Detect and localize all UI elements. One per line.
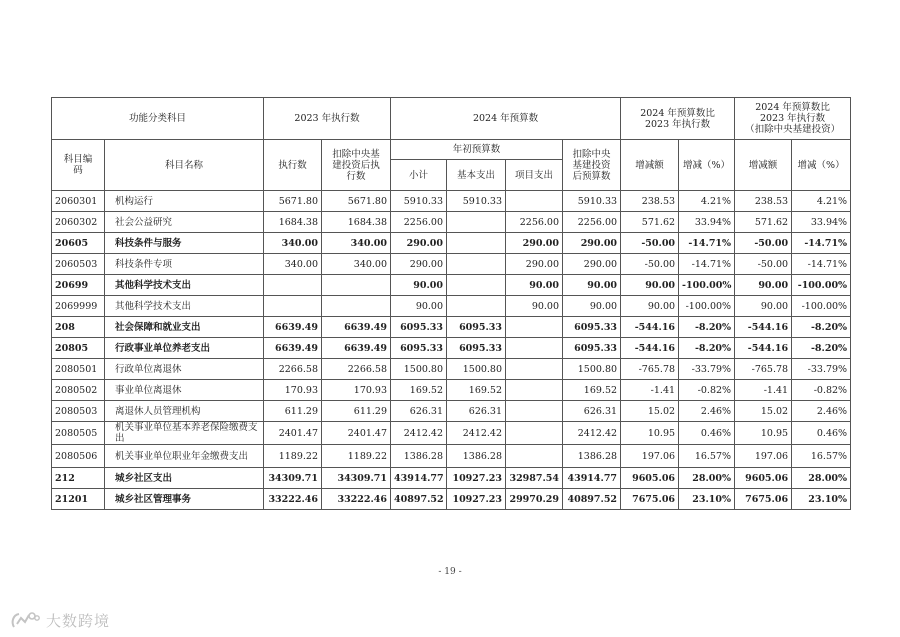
row-value: 33.94% (679, 212, 735, 233)
row-name: 城乡社区管理事务 (105, 489, 264, 510)
row-value: -14.71% (679, 254, 735, 275)
table-row (52, 296, 851, 317)
row-name: 离退休人员管理机构 (105, 401, 264, 422)
row-code: 2080502 (52, 380, 105, 401)
row-value: 238.53 (735, 191, 792, 212)
row-value: -0.82% (792, 380, 851, 401)
row-value: 5910.33 (563, 191, 621, 212)
row-name: 机关事业单位基本养老保险缴费支出 (105, 422, 264, 445)
row-name: 城乡社区支出 (105, 468, 264, 489)
row-code: 2060503 (52, 254, 105, 275)
row-value: 16.57% (792, 445, 851, 468)
row-code: 2080506 (52, 445, 105, 468)
row-value: 290.00 (391, 233, 447, 254)
row-value: 611.29 (322, 401, 391, 422)
row-code: 212 (52, 468, 105, 489)
table-row (52, 445, 851, 468)
row-value (322, 296, 391, 317)
row-value: -544.16 (621, 338, 679, 359)
row-value: 4.21% (792, 191, 851, 212)
row-value: 1189.22 (322, 445, 391, 468)
header-exec: 执行数 (264, 140, 322, 191)
header-basic: 基本支出 (447, 160, 506, 191)
row-value: -50.00 (621, 233, 679, 254)
table-row (52, 338, 851, 359)
row-value: 90.00 (621, 296, 679, 317)
row-value: 6639.49 (264, 338, 322, 359)
header-func-class: 功能分类科目 (52, 98, 264, 140)
row-value: 32987.54 (506, 468, 563, 489)
row-code: 2060301 (52, 191, 105, 212)
row-value: -8.20% (679, 317, 735, 338)
row-name: 机构运行 (105, 191, 264, 212)
row-value: 626.31 (563, 401, 621, 422)
row-value: 90.00 (735, 275, 792, 296)
row-value: -1.41 (735, 380, 792, 401)
row-value: 170.93 (264, 380, 322, 401)
row-value: -14.71% (792, 233, 851, 254)
row-value: 2256.00 (391, 212, 447, 233)
row-value: 611.29 (264, 401, 322, 422)
row-code: 208 (52, 317, 105, 338)
row-value: -100.00% (679, 275, 735, 296)
row-code: 20805 (52, 338, 105, 359)
page-number: - 19 - (438, 567, 462, 577)
row-value (447, 275, 506, 296)
row-value: -100.00% (792, 275, 851, 296)
row-value: 6095.33 (391, 338, 447, 359)
row-value: -1.41 (621, 380, 679, 401)
row-value: 1684.38 (322, 212, 391, 233)
row-value: 1684.38 (264, 212, 322, 233)
row-code: 2080503 (52, 401, 105, 422)
row-value: 9605.06 (621, 468, 679, 489)
row-value: 2412.42 (447, 422, 506, 445)
table-row (52, 380, 851, 401)
row-value: 6639.49 (322, 317, 391, 338)
row-value: 169.52 (563, 380, 621, 401)
row-value: 6095.33 (391, 317, 447, 338)
row-value: -14.71% (679, 233, 735, 254)
table-row (52, 233, 851, 254)
header-initial-budget: 年初预算数 (391, 140, 563, 160)
row-value: 16.57% (679, 445, 735, 468)
row-value (506, 445, 563, 468)
row-value: -8.20% (792, 338, 851, 359)
row-value: 169.52 (447, 380, 506, 401)
row-code: 20605 (52, 233, 105, 254)
row-value: -33.79% (679, 359, 735, 380)
row-value: 0.46% (679, 422, 735, 445)
row-value: 2256.00 (506, 212, 563, 233)
row-value: 340.00 (322, 233, 391, 254)
table-row (52, 422, 851, 445)
header-name: 科目名称 (105, 140, 264, 191)
row-value: -100.00% (679, 296, 735, 317)
row-value: 43914.77 (563, 468, 621, 489)
row-code: 2069999 (52, 296, 105, 317)
row-value: 169.52 (391, 380, 447, 401)
header-inc-amt-1: 增减额 (621, 140, 679, 191)
row-value: 1500.80 (391, 359, 447, 380)
row-value: 626.31 (391, 401, 447, 422)
row-name: 社会保障和就业支出 (105, 317, 264, 338)
row-value: 15.02 (621, 401, 679, 422)
row-value: 40897.52 (563, 489, 621, 510)
row-value: 1386.28 (563, 445, 621, 468)
table-row (52, 359, 851, 380)
row-name: 社会公益研究 (105, 212, 264, 233)
row-value: 290.00 (506, 254, 563, 275)
row-value: 90.00 (391, 296, 447, 317)
row-value: 33222.46 (264, 489, 322, 510)
table-row (52, 254, 851, 275)
row-value (506, 359, 563, 380)
row-value: -765.78 (621, 359, 679, 380)
row-value: 2.46% (792, 401, 851, 422)
watermark (10, 607, 110, 633)
row-value: 170.93 (322, 380, 391, 401)
header-excl-budget: 扣除中央 基建投资 后预算数 (563, 140, 621, 191)
row-value: 90.00 (735, 296, 792, 317)
row-name: 行政单位离退休 (105, 359, 264, 380)
row-value: 23.10% (792, 489, 851, 510)
watermark-text: 大数跨境 (46, 611, 111, 630)
row-value: 28.00% (679, 468, 735, 489)
row-value: 6095.33 (563, 317, 621, 338)
row-value: 5910.33 (447, 191, 506, 212)
row-value: 2401.47 (264, 422, 322, 445)
row-value: 90.00 (391, 275, 447, 296)
row-value: 6095.33 (563, 338, 621, 359)
row-value: 15.02 (735, 401, 792, 422)
row-value: 5671.80 (264, 191, 322, 212)
row-value (447, 212, 506, 233)
table-row (52, 489, 851, 510)
header-project: 项目支出 (506, 160, 563, 191)
row-value: 90.00 (563, 275, 621, 296)
row-value: 290.00 (563, 233, 621, 254)
row-code: 2080501 (52, 359, 105, 380)
table-row (52, 191, 851, 212)
row-value: 33.94% (792, 212, 851, 233)
row-value: 2401.47 (322, 422, 391, 445)
table-row (52, 468, 851, 489)
row-value: 40897.52 (391, 489, 447, 510)
row-name: 机关事业单位职业年金缴费支出 (105, 445, 264, 468)
row-value (447, 254, 506, 275)
row-name: 科技条件专项 (105, 254, 264, 275)
row-value: 340.00 (264, 233, 322, 254)
row-value: 340.00 (322, 254, 391, 275)
row-value: 238.53 (621, 191, 679, 212)
row-value: -544.16 (621, 317, 679, 338)
row-value: 2.46% (679, 401, 735, 422)
row-value: 23.10% (679, 489, 735, 510)
row-value (506, 422, 563, 445)
row-value (264, 275, 322, 296)
header-inc-pct-1: 增减（%） (679, 140, 735, 191)
row-value: 9605.06 (735, 468, 792, 489)
row-value: 33222.46 (322, 489, 391, 510)
row-value: 7675.06 (621, 489, 679, 510)
row-value: 197.06 (621, 445, 679, 468)
row-value: 2412.42 (563, 422, 621, 445)
row-value: 7675.06 (735, 489, 792, 510)
header-subtotal: 小计 (391, 160, 447, 191)
row-value: 4.21% (679, 191, 735, 212)
row-name: 其他科学技术支出 (105, 296, 264, 317)
header-code: 科目编 码 (52, 140, 105, 191)
row-value: -8.20% (792, 317, 851, 338)
row-value: -50.00 (735, 233, 792, 254)
row-value: 1500.80 (447, 359, 506, 380)
row-value: 5671.80 (322, 191, 391, 212)
row-value (506, 191, 563, 212)
header-budget-2024: 2024 年预算数 (391, 98, 621, 140)
row-value: -50.00 (735, 254, 792, 275)
row-value: -33.79% (792, 359, 851, 380)
row-value: 28.00% (792, 468, 851, 489)
row-value (264, 296, 322, 317)
table-row (52, 401, 851, 422)
row-value: 34309.71 (322, 468, 391, 489)
row-value (506, 401, 563, 422)
row-value (447, 233, 506, 254)
row-value: 571.62 (735, 212, 792, 233)
row-value: 0.46% (792, 422, 851, 445)
header-exec-2023: 2023 年执行数 (264, 98, 391, 140)
row-code: 21201 (52, 489, 105, 510)
row-code: 2060302 (52, 212, 105, 233)
row-value: 6639.49 (322, 338, 391, 359)
header-compare-excl: 2024 年预算数比 2023 年执行数 （扣除中央基建投资） (735, 98, 851, 140)
row-value: 2412.42 (391, 422, 447, 445)
header-exec-excl: 扣除中央基 建投资后执 行数 (322, 140, 391, 191)
row-value: 1386.28 (447, 445, 506, 468)
row-value: -100.00% (792, 296, 851, 317)
row-code: 20699 (52, 275, 105, 296)
row-value: 571.62 (621, 212, 679, 233)
row-value: 2266.58 (264, 359, 322, 380)
row-value: -765.78 (735, 359, 792, 380)
row-value: 1189.22 (264, 445, 322, 468)
row-value: -544.16 (735, 338, 792, 359)
row-value: 626.31 (447, 401, 506, 422)
row-value: 6639.49 (264, 317, 322, 338)
row-name: 科技条件与服务 (105, 233, 264, 254)
row-value: 43914.77 (391, 468, 447, 489)
row-value: 340.00 (264, 254, 322, 275)
row-value: 1386.28 (391, 445, 447, 468)
row-value: -544.16 (735, 317, 792, 338)
row-value: 1500.80 (563, 359, 621, 380)
row-value: 10.95 (735, 422, 792, 445)
row-value: 90.00 (563, 296, 621, 317)
row-value (506, 338, 563, 359)
row-value: 2266.58 (322, 359, 391, 380)
row-value: 290.00 (563, 254, 621, 275)
table-row (52, 275, 851, 296)
row-value: -50.00 (621, 254, 679, 275)
row-value: 6095.33 (447, 338, 506, 359)
row-name: 行政事业单位养老支出 (105, 338, 264, 359)
row-value: 197.06 (735, 445, 792, 468)
header-inc-amt-2: 增减额 (735, 140, 792, 191)
row-value: 10927.23 (447, 468, 506, 489)
row-value: -14.71% (792, 254, 851, 275)
header-inc-pct-2: 增减（%） (792, 140, 851, 191)
row-value: 90.00 (506, 275, 563, 296)
table-row (52, 212, 851, 233)
row-value: 34309.71 (264, 468, 322, 489)
row-value (322, 275, 391, 296)
row-value: 90.00 (506, 296, 563, 317)
row-value: 2256.00 (563, 212, 621, 233)
row-value: 6095.33 (447, 317, 506, 338)
budget-table (51, 97, 851, 510)
row-code: 2080505 (52, 422, 105, 445)
row-value: 90.00 (621, 275, 679, 296)
row-value: 10.95 (621, 422, 679, 445)
row-value: 10927.23 (447, 489, 506, 510)
row-value: -8.20% (679, 338, 735, 359)
row-value (506, 317, 563, 338)
table-row (52, 317, 851, 338)
row-value: 29970.29 (506, 489, 563, 510)
row-name: 事业单位离退休 (105, 380, 264, 401)
row-value: 290.00 (506, 233, 563, 254)
row-value: -0.82% (679, 380, 735, 401)
row-value: 290.00 (391, 254, 447, 275)
watermark-logo-icon (10, 609, 40, 631)
row-name: 其他科学技术支出 (105, 275, 264, 296)
row-value (447, 296, 506, 317)
row-value: 5910.33 (391, 191, 447, 212)
row-value (506, 380, 563, 401)
header-compare: 2024 年预算数比 2023 年执行数 (621, 98, 735, 140)
